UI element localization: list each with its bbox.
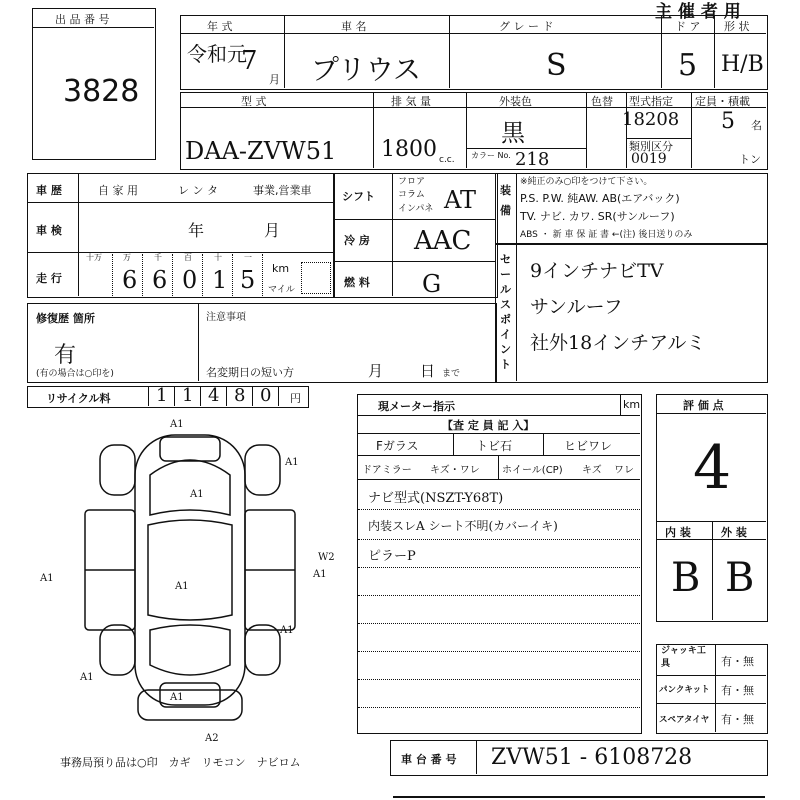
inspection-note-3: ピラーP (368, 549, 416, 564)
puncture-kit-value: 有・無 (721, 684, 754, 697)
vehicle-header-table (180, 15, 768, 90)
name-col-label: 車 名 (341, 20, 367, 33)
class-label: 類別区分 (629, 140, 673, 153)
displacement-value: 1800 (381, 137, 437, 162)
exterior-grade: B (725, 555, 755, 601)
sales-point-label: セールスポイント (500, 253, 511, 371)
interior-grade: B (671, 555, 701, 601)
puncture-kit-label: パンクキット (659, 685, 710, 695)
lot-number-label: 出 品 番 号 (55, 13, 110, 26)
damage-mark: A1 (40, 573, 54, 584)
capacity-unit: 名 (751, 119, 762, 132)
model-spec-label: 型式指定 (629, 95, 673, 108)
wheel-scratch-label: キズ (582, 465, 602, 476)
cc-unit: c.c. (439, 155, 455, 165)
recycle-box (27, 386, 309, 408)
name-change-label: 名変期日の短い方 (206, 366, 294, 379)
grade-col-label: グ レ ー ド (499, 20, 554, 33)
history-rental: レ ン タ (178, 184, 218, 197)
damage-mark: A1 (170, 692, 184, 703)
model-spec-value: 18208 (622, 109, 680, 130)
car-name-value: プリウス (311, 53, 422, 86)
damage-mark (39, 419, 335, 744)
chip-label: トビ石 (476, 439, 513, 453)
inspection-note-2: 内装スレA シート不明(カバーイキ) (368, 519, 558, 533)
windshield-label: Fガラス (376, 439, 419, 453)
damage-mark: W2 (318, 552, 335, 563)
recycle-digit: 1 (182, 385, 194, 406)
month-value: 7 (241, 46, 258, 76)
sales-line-1: 9インチナビTV (530, 260, 664, 282)
mileage-digit: 5 (240, 266, 256, 294)
color-no-value: 218 (515, 149, 550, 170)
mirror-damage-label: キズ・ワレ (430, 465, 480, 476)
capacity-value: 5 (721, 109, 735, 134)
vehicle-damage-diagram (20, 415, 350, 745)
damage-mark: A1 (313, 569, 327, 580)
diagram-footer: 事務局預り品は○印 カギ リモコン ナビロム (60, 756, 301, 769)
capacity-label: 定員・積載 (695, 95, 750, 108)
wheel-crack-label: ワレ (614, 465, 634, 476)
shift-value: AT (444, 186, 477, 214)
equipment-line1: P.S. P.W. 純AW. AB(エアバック) (520, 192, 680, 205)
exterior-label: 外 装 (721, 526, 747, 539)
recycle-digit: 1 (156, 385, 168, 406)
equipment-line3: ABS ・ 新 車 保 証 書 ←(注) 後日送りのみ (520, 230, 693, 240)
shift-panel: インパネ (398, 204, 434, 214)
name-change-month: 月 (368, 362, 384, 380)
mileage-unit-1: 一 (244, 253, 252, 262)
damage-mark: A1 (280, 625, 294, 636)
recycle-label: リサイクル料 (46, 392, 111, 405)
mileage-unit-10: 十 (214, 253, 222, 262)
history-table (27, 173, 335, 298)
meter-unit: km (623, 398, 641, 411)
repair-value: 有 (54, 343, 77, 368)
spec-table (180, 92, 768, 170)
crack-label: ヒビワレ (564, 439, 613, 453)
mileage-unit-10k: 万 (123, 253, 131, 262)
damage-mark: A1 (170, 419, 184, 430)
km-unit: km (272, 262, 290, 275)
mileage-unit-1k: 千 (154, 253, 162, 262)
color-value: 黒 (501, 119, 525, 147)
wheel-label: ホイール(CP) (502, 465, 563, 476)
jack-tool-value: 有・無 (721, 655, 754, 668)
sales-line-2: サンルーフ (530, 296, 623, 318)
mileage-digit: 0 (182, 266, 198, 294)
drivetrain-table (333, 173, 498, 298)
evaluation-label: 評 価 点 (683, 399, 724, 412)
equipment-label-2: 備 (500, 204, 511, 217)
equipment-note: ※純正のみ○印をつけて下さい。 (520, 177, 653, 187)
inspection-month-label: 月 (264, 221, 281, 240)
fuel-value: G (422, 270, 442, 298)
name-change-suffix: まで (442, 369, 461, 379)
notes-label: 注意事項 (206, 312, 246, 323)
chassis-box (390, 740, 768, 776)
name-change-day: 日 (420, 362, 436, 380)
spare-tire-label: スペアタイヤ (659, 715, 710, 725)
shift-column: コラム (398, 190, 425, 200)
door-value: 5 (678, 48, 698, 83)
displacement-label: 排 気 量 (391, 95, 431, 108)
equipment-line2: TV. ナビ. カワ. SR(サンルーフ) (520, 210, 675, 223)
recycle-digit: 8 (234, 385, 246, 406)
sales-point-box (495, 243, 768, 383)
grade-value: S (546, 48, 567, 83)
equipment-box (495, 173, 768, 245)
inspection-note-1: ナビ型式(NSZT-Y68T) (368, 491, 504, 506)
model-label: 型 式 (241, 95, 267, 108)
lot-number: 3828 (63, 74, 140, 109)
repair-notes-table (27, 303, 497, 383)
door-mirror-label: ドアミラー (362, 465, 412, 476)
ac-label: 冷 房 (344, 234, 370, 247)
repair-label: 修復歴 箇所 (36, 312, 95, 325)
year-value: 令和元 (187, 42, 247, 66)
inspection-label: 車 検 (36, 224, 62, 237)
model-value: DAA-ZVW51 (185, 137, 337, 165)
mileage-unit-100: 百 (184, 253, 192, 262)
sales-line-3: 社外18インチアルミ (530, 332, 706, 354)
mileage-digit: 6 (122, 266, 138, 294)
recycle-digit: 4 (208, 385, 220, 406)
recycle-digit: 0 (260, 385, 272, 406)
recycle-unit: 円 (290, 392, 301, 405)
history-label: 車 歴 (36, 184, 62, 197)
tools-box (656, 644, 768, 734)
inspection-year-label: 年 (188, 221, 205, 240)
evaluation-score: 4 (693, 433, 732, 503)
mileage-digit: 1 (212, 266, 228, 294)
mileage-unit-100k: 十万 (86, 253, 102, 262)
shape-col-label: 形 状 (724, 20, 750, 33)
history-commercial: 事業,営業車 (253, 184, 312, 197)
inspector-entry-label: 【査 定 員 記 入】 (442, 419, 535, 432)
lot-number-box (32, 8, 156, 160)
meter-label: 現メーター指示 (378, 400, 455, 413)
jack-tool-label: ジャッキ工具 (661, 646, 706, 669)
shape-value: H/B (721, 52, 764, 77)
car-outline (85, 435, 295, 720)
interior-label: 内 装 (665, 526, 691, 539)
color-change-label: 色替 (591, 95, 613, 108)
ac-value: AAC (414, 226, 472, 256)
damage-mark: A1 (190, 489, 204, 500)
damage-mark: A1 (285, 457, 299, 468)
damage-mark: A2 (205, 733, 219, 744)
color-label: 外装色 (499, 95, 532, 108)
door-col-label: ド ア (675, 20, 701, 33)
evaluation-box (656, 394, 768, 622)
month-unit: 月 (269, 73, 280, 86)
spare-tire-value: 有・無 (721, 713, 754, 726)
chassis-value: ZVW51 - 6108728 (491, 745, 693, 770)
mileage-digit: 6 (152, 266, 168, 294)
class-value: 0019 (631, 151, 667, 167)
shift-label: シフト (342, 190, 375, 203)
color-no-prefix: カラー No. (471, 151, 511, 160)
equipment-label-1: 装 (500, 184, 511, 197)
damage-mark: A1 (175, 581, 189, 592)
chassis-label: 車 台 番 号 (401, 753, 457, 766)
history-private: 自 家 用 (98, 184, 138, 197)
tonnage-unit: トン (739, 153, 761, 166)
year-col-label: 年 式 (207, 20, 233, 33)
inspector-panel (357, 394, 642, 734)
mile-checkbox[interactable] (301, 262, 331, 294)
repair-note: (有の場合は○印を) (36, 369, 114, 379)
organizer-label: 主 催 者 用 (655, 2, 741, 22)
fuel-label: 燃 料 (344, 276, 370, 289)
damage-mark: A1 (80, 672, 94, 683)
mile-unit: マイル (268, 285, 295, 295)
mileage-label: 走 行 (36, 272, 62, 285)
shift-floor: フロア (398, 177, 426, 187)
